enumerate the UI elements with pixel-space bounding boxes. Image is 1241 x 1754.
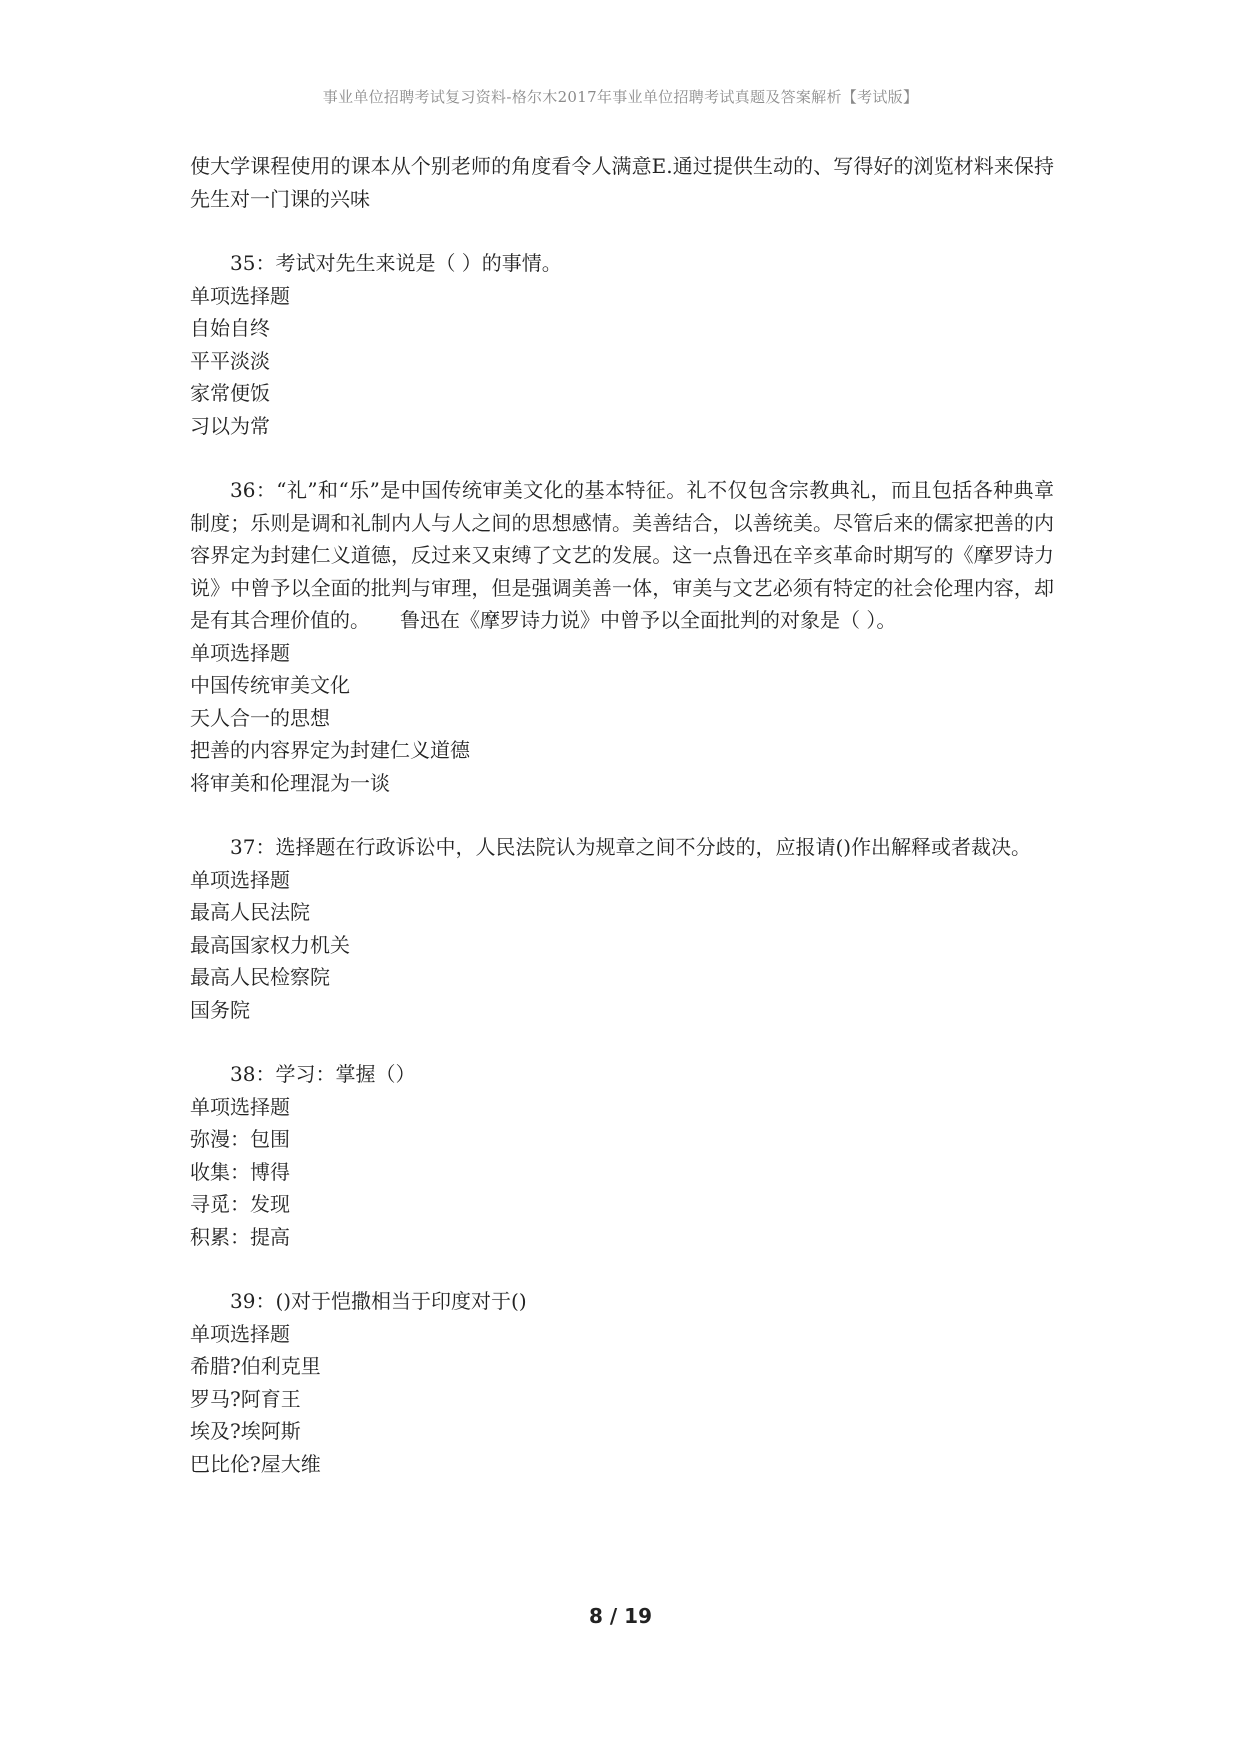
option-a: 希腊?伯利克里 [190, 1354, 321, 1378]
option-b: 最高国家权力机关 [190, 932, 350, 957]
option-a: 自始自终 [190, 316, 270, 340]
option-b: 平平淡淡 [190, 348, 270, 373]
option-b: 罗马?阿育王 [190, 1386, 301, 1411]
question-type: 单项选择题 [190, 1321, 290, 1346]
option-c: 最高人民检察院 [190, 965, 330, 989]
question-type: 单项选择题 [190, 283, 290, 308]
option-d: 将审美和伦理混为一谈 [190, 770, 390, 795]
option-d: 积累：提高 [190, 1224, 290, 1249]
document-body [190, 150, 1054, 1512]
option-b: 天人合一的思想 [190, 705, 330, 730]
question-stem: 36：“礼”和“乐”是中国传统审美文化的基本特征。礼不仅包含宗教典礼，而且包括各种典章制度；乐则是调和礼制内人与人之间的思想感情。美善结合，以善统美。尽管后来的儒家把善的内容界定为封建仁义道德，反过来又束缚了文艺的发展。这一点鲁迅在辛亥革命时期写的《摩罗诗力说》中曾予以全面的批判与审理，但是强调美善一体，审美与文艺必须有特定的社会伦理内容，却是有其合理价值的。 鲁迅在《摩罗诗力说》中曾予以全面批判的对象是（ ）。 [190, 478, 1054, 632]
question-stem: 39：()对于恺撒相当于印度对于() [230, 1289, 527, 1313]
question-stem: 35：考试对先生来说是（ ）的事情。 [230, 251, 562, 275]
question-35 [190, 247, 1054, 442]
question-type: 单项选择题 [190, 640, 290, 665]
option-c: 埃及?埃阿斯 [190, 1419, 301, 1443]
question-stem: 37：选择题在行政诉讼中，人民法院认为规章之间不分歧的，应报请()作出解释或者裁决。 [230, 835, 1032, 859]
question-type: 单项选择题 [190, 1094, 290, 1119]
option-a: 弥漫：包围 [190, 1127, 290, 1151]
question-37 [190, 831, 1054, 1026]
option-c: 把善的内容界定为封建仁义道德 [190, 738, 470, 762]
question-39 [190, 1285, 1054, 1480]
intro-paragraph: 使大学课程使用的课本从个别老师的角度看令人满意E.通过提供生动的、写得好的浏览材料来保持先生对一门课的兴味 [190, 154, 1054, 211]
option-a: 中国传统审美文化 [190, 673, 350, 697]
option-c: 家常便饭 [190, 381, 270, 405]
question-type: 单项选择题 [190, 867, 290, 892]
option-d: 习以为常 [190, 413, 270, 438]
option-b: 收集：博得 [190, 1159, 290, 1184]
option-d: 巴比伦?屋大维 [190, 1451, 321, 1476]
question-36 [190, 474, 1054, 799]
question-38 [190, 1058, 1054, 1253]
question-stem: 38：学习：掌握（） [230, 1062, 416, 1086]
page-header: 事业单位招聘考试复习资料-格尔木2017年事业单位招聘考试真题及答案解析【考试版】 [322, 88, 919, 106]
option-d: 国务院 [190, 997, 250, 1022]
option-c: 寻觅：发现 [190, 1192, 290, 1216]
option-a: 最高人民法院 [190, 900, 310, 924]
page-number: 8 / 19 [589, 1604, 652, 1628]
